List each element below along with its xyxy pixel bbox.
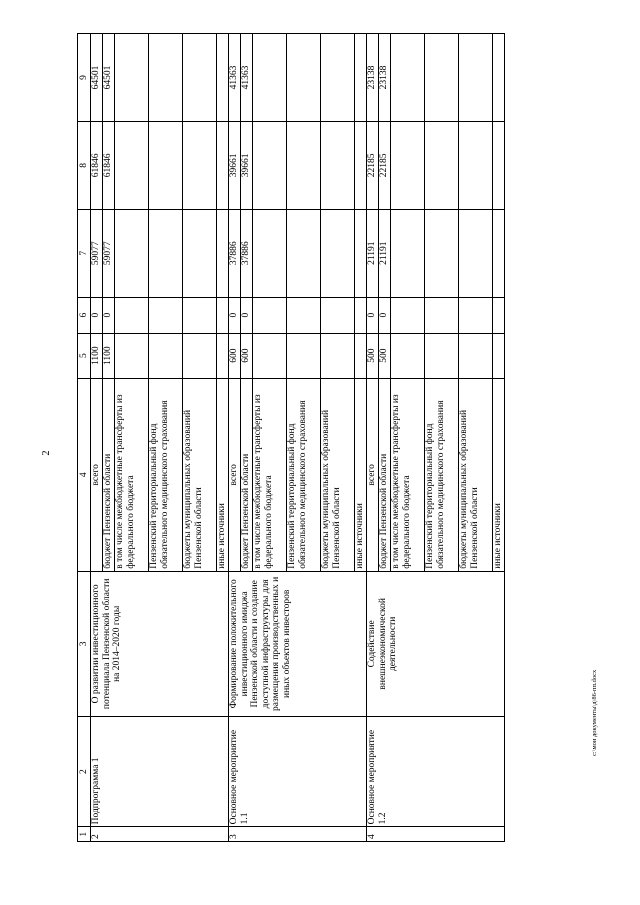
value-cell: 0 bbox=[103, 297, 115, 333]
value-cell bbox=[493, 333, 505, 378]
funding-source-cell: в том числе межбюджетные трансферты из федерального бюджета bbox=[115, 378, 149, 571]
value-cell bbox=[391, 121, 425, 209]
value-cell bbox=[355, 209, 367, 297]
funding-source-cell: Пензенский территориальный фонд обязательного медицинского страхования bbox=[287, 378, 321, 571]
row-number-cell: 2 bbox=[91, 827, 229, 842]
value-cell bbox=[217, 209, 229, 297]
value-cell: 64501 bbox=[91, 34, 103, 122]
value-cell bbox=[287, 297, 321, 333]
value-cell bbox=[321, 333, 355, 378]
value-cell bbox=[459, 297, 493, 333]
value-cell: 0 bbox=[91, 297, 103, 333]
value-cell: 21191 bbox=[379, 209, 391, 297]
value-cell bbox=[287, 34, 321, 122]
program-kind-cell: Основное мероприятие 1.1 bbox=[229, 716, 367, 826]
value-cell bbox=[217, 121, 229, 209]
value-cell: 23138 bbox=[367, 34, 379, 122]
row-number-cell: 4 bbox=[367, 827, 505, 842]
funding-source-cell: в том числе межбюджетные трансферты из федерального бюджета bbox=[391, 378, 425, 571]
funding-source-cell: бюджеты муниципальных образований Пензенской области bbox=[183, 378, 217, 571]
value-cell: 41363 bbox=[229, 34, 241, 122]
value-cell bbox=[459, 34, 493, 122]
value-cell bbox=[493, 121, 505, 209]
funding-source-cell: иные источники bbox=[217, 378, 229, 571]
value-cell bbox=[355, 297, 367, 333]
value-cell: 21191 bbox=[367, 209, 379, 297]
value-cell bbox=[425, 209, 459, 297]
value-cell bbox=[493, 209, 505, 297]
rotated-table-container bbox=[77, 33, 587, 842]
header-row bbox=[78, 34, 91, 842]
value-cell bbox=[287, 121, 321, 209]
value-cell bbox=[391, 297, 425, 333]
value-cell: 0 bbox=[229, 297, 241, 333]
value-cell bbox=[183, 333, 217, 378]
value-cell bbox=[253, 297, 287, 333]
value-cell bbox=[115, 121, 149, 209]
value-cell: 39661 bbox=[229, 121, 241, 209]
table-row bbox=[91, 34, 103, 842]
value-cell bbox=[217, 34, 229, 122]
value-cell bbox=[253, 209, 287, 297]
funding-source-cell: Пензенский территориальный фонд обязательного медицинского страхования bbox=[149, 378, 183, 571]
value-cell: 39661 bbox=[241, 121, 253, 209]
value-cell bbox=[321, 121, 355, 209]
value-cell bbox=[149, 209, 183, 297]
value-cell bbox=[321, 209, 355, 297]
budget-table bbox=[77, 33, 505, 842]
value-cell bbox=[391, 34, 425, 122]
header-cell: 6 bbox=[78, 297, 91, 333]
value-cell: 1100 bbox=[103, 333, 115, 378]
value-cell bbox=[355, 333, 367, 378]
funding-source-cell: бюджет Пензенской области bbox=[241, 378, 253, 571]
value-cell bbox=[183, 121, 217, 209]
funding-source-cell: иные источники bbox=[355, 378, 367, 571]
value-cell: 22185 bbox=[367, 121, 379, 209]
value-cell bbox=[183, 297, 217, 333]
header-cell: 8 bbox=[78, 121, 91, 209]
value-cell: 64501 bbox=[103, 34, 115, 122]
program-kind-cell: Подпрограмма 1 bbox=[91, 716, 229, 826]
value-cell bbox=[425, 121, 459, 209]
funding-source-cell: всего bbox=[367, 378, 379, 571]
value-cell bbox=[149, 34, 183, 122]
value-cell bbox=[493, 297, 505, 333]
program-name-cell: О развитии инвестиционного потенциала Пензенской области на 2014–2020 годы bbox=[91, 571, 229, 716]
value-cell bbox=[253, 121, 287, 209]
value-cell bbox=[115, 333, 149, 378]
value-cell: 37886 bbox=[241, 209, 253, 297]
value-cell bbox=[287, 333, 321, 378]
value-cell bbox=[149, 297, 183, 333]
table-row bbox=[367, 34, 379, 842]
value-cell bbox=[217, 333, 229, 378]
value-cell bbox=[459, 209, 493, 297]
value-cell bbox=[149, 121, 183, 209]
value-cell bbox=[355, 121, 367, 209]
value-cell: 61846 bbox=[91, 121, 103, 209]
header-cell: 2 bbox=[78, 716, 91, 826]
value-cell bbox=[425, 34, 459, 122]
value-cell bbox=[183, 209, 217, 297]
header-cell: 1 bbox=[78, 827, 91, 842]
value-cell: 1100 bbox=[91, 333, 103, 378]
funding-source-cell: Пензенский территориальный фонд обязательного медицинского страхования bbox=[425, 378, 459, 571]
program-name-cell: Содействие внешнеэкономической деятельности bbox=[367, 571, 505, 716]
value-cell: 59077 bbox=[103, 209, 115, 297]
footer-path: c:\мои документы\д\86-пп.docx bbox=[591, 669, 598, 756]
row-number-cell: 3 bbox=[229, 827, 367, 842]
value-cell: 37886 bbox=[229, 209, 241, 297]
table-body bbox=[78, 34, 505, 842]
funding-source-cell: бюджет Пензенской области bbox=[379, 378, 391, 571]
value-cell: 0 bbox=[379, 297, 391, 333]
value-cell bbox=[115, 297, 149, 333]
value-cell bbox=[321, 34, 355, 122]
funding-source-cell: всего bbox=[91, 378, 103, 571]
value-cell bbox=[115, 34, 149, 122]
header-cell: 9 bbox=[78, 34, 91, 122]
page-number: 2 bbox=[41, 450, 52, 456]
header-cell: 4 bbox=[78, 378, 91, 571]
value-cell bbox=[217, 297, 229, 333]
value-cell bbox=[391, 333, 425, 378]
funding-source-cell: в том числе межбюджетные трансферты из федерального бюджета bbox=[253, 378, 287, 571]
value-cell bbox=[493, 34, 505, 122]
program-name-cell: Формирование положительного инвестиционного имиджа Пензенской области и создание доступной инфраструктуры для размещения производственных и иных объектов инвесторов bbox=[229, 571, 367, 716]
funding-source-cell: бюджеты муниципальных образований Пензенской области bbox=[459, 378, 493, 571]
value-cell bbox=[149, 333, 183, 378]
value-cell: 600 bbox=[229, 333, 241, 378]
value-cell bbox=[183, 34, 217, 122]
program-kind-cell: Основное мероприятие 1.2 bbox=[367, 716, 505, 826]
value-cell: 0 bbox=[367, 297, 379, 333]
value-cell: 59077 bbox=[91, 209, 103, 297]
value-cell bbox=[459, 121, 493, 209]
value-cell bbox=[425, 297, 459, 333]
header-cell: 3 bbox=[78, 571, 91, 716]
value-cell bbox=[391, 209, 425, 297]
header-cell: 5 bbox=[78, 333, 91, 378]
value-cell: 600 bbox=[241, 333, 253, 378]
funding-source-cell: бюджет Пензенской области bbox=[103, 378, 115, 571]
funding-source-cell: иные источники bbox=[493, 378, 505, 571]
value-cell bbox=[425, 333, 459, 378]
value-cell bbox=[253, 34, 287, 122]
value-cell: 500 bbox=[379, 333, 391, 378]
funding-source-cell: бюджеты муниципальных образований Пензенской области bbox=[321, 378, 355, 571]
value-cell bbox=[115, 209, 149, 297]
table-row bbox=[229, 34, 241, 842]
value-cell: 23138 bbox=[379, 34, 391, 122]
value-cell: 500 bbox=[367, 333, 379, 378]
value-cell: 61846 bbox=[103, 121, 115, 209]
value-cell bbox=[287, 209, 321, 297]
value-cell bbox=[355, 34, 367, 122]
value-cell: 0 bbox=[241, 297, 253, 333]
funding-source-cell: всего bbox=[229, 378, 241, 571]
value-cell bbox=[253, 333, 287, 378]
value-cell bbox=[459, 333, 493, 378]
value-cell: 22185 bbox=[379, 121, 391, 209]
value-cell: 41363 bbox=[241, 34, 253, 122]
header-cell: 7 bbox=[78, 209, 91, 297]
value-cell bbox=[321, 297, 355, 333]
